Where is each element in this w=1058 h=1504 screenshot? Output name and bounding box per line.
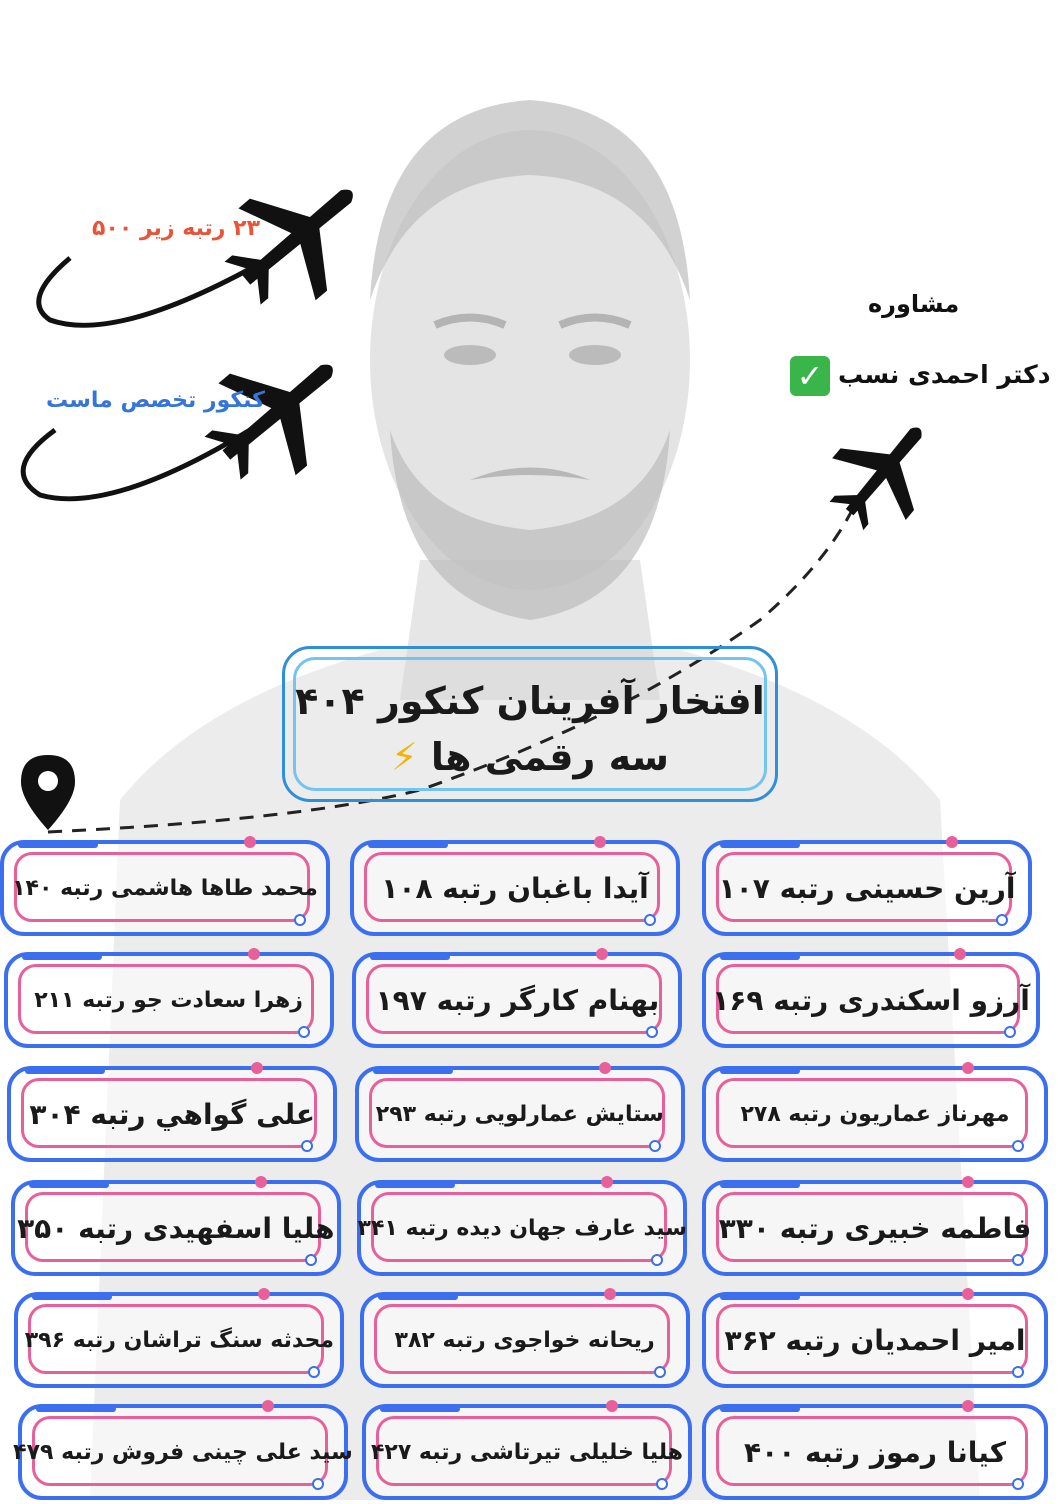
student-name: سید عارف جهان دیده رتبه ۳۴۱ — [357, 1215, 687, 1241]
student-card — [702, 1180, 1048, 1276]
student-card — [702, 1404, 1048, 1500]
doctor-name: دکتر احمدی نسب — [838, 360, 1051, 389]
page-title: افتخار آفرینان کنکور ۴۰۴ — [295, 679, 765, 723]
student-name: بهنام کارگر رتبه ۱۹۷ — [375, 983, 660, 1017]
student-card — [702, 952, 1040, 1048]
student-name: هلیا خلیلی تیرتاشی رتبه ۴۲۷ — [370, 1439, 684, 1465]
student-card — [352, 952, 682, 1048]
student-card — [362, 1404, 692, 1500]
student-card — [13, 1404, 353, 1500]
student-card — [14, 1292, 344, 1388]
airplane-icon — [810, 398, 957, 547]
student-name: هلیا اسفهیدی رتبه ۳۵۰ — [17, 1211, 335, 1245]
check-icon: ✓ — [790, 356, 830, 396]
exam-caption: کنکور تخصص ماست — [46, 388, 265, 413]
student-card — [355, 1066, 685, 1162]
title-box — [282, 646, 778, 802]
lightning-icon: ⚡ — [390, 735, 418, 779]
rank-caption: ۲۳ رتبه زیر ۵۰۰ — [92, 216, 260, 241]
student-card — [360, 1292, 690, 1388]
student-card — [0, 840, 330, 936]
consult-caption: مشاوره — [868, 290, 960, 318]
student-card — [7, 1066, 337, 1162]
student-name: فاطمه خبیری رتبه ۳۳۰ — [718, 1211, 1032, 1245]
student-card — [702, 1066, 1048, 1162]
subtitle-text: سه رقمی ها — [430, 735, 670, 779]
student-name: محدثه سنگ تراشان رتبه ۳۹۶ — [24, 1327, 335, 1353]
student-card — [350, 840, 680, 936]
student-name: ریحانه خواجوی رتبه ۳۸۲ — [394, 1327, 655, 1353]
student-card — [702, 840, 1032, 936]
student-card — [4, 952, 334, 1048]
student-name: سید علی چینی فروش رتبه ۴۷۹ — [13, 1439, 353, 1465]
swoosh-line-2 — [23, 430, 250, 499]
student-name: محمد طاها هاشمی رتبه ۱۴۰ — [12, 875, 318, 901]
student-name: آرزو اسکندری رتبه ۱۶۹ — [712, 983, 1030, 1017]
student-name: علی گواهي رتبه ۳۰۴ — [29, 1097, 316, 1131]
student-name: ستایش عمارلویی رتبه ۲۹۳ — [375, 1101, 664, 1127]
student-name: مهرناز عماریون رتبه ۲۷۸ — [740, 1101, 1010, 1127]
student-card — [702, 1292, 1048, 1388]
student-card — [11, 1180, 341, 1276]
student-name: آیدا باغبان رتبه ۱۰۸ — [381, 871, 649, 905]
student-card — [357, 1180, 687, 1276]
student-name: زهرا سعادت جو رتبه ۲۱۱ — [34, 987, 303, 1013]
student-name: آرین حسینی رتبه ۱۰۷ — [718, 871, 1016, 905]
student-name: امیر احمدیان رتبه ۳۶۲ — [724, 1323, 1026, 1357]
page-subtitle — [285, 735, 775, 779]
location-pin-icon — [21, 755, 75, 830]
student-name: کیانا رموز رتبه ۴۰۰ — [744, 1435, 1006, 1469]
